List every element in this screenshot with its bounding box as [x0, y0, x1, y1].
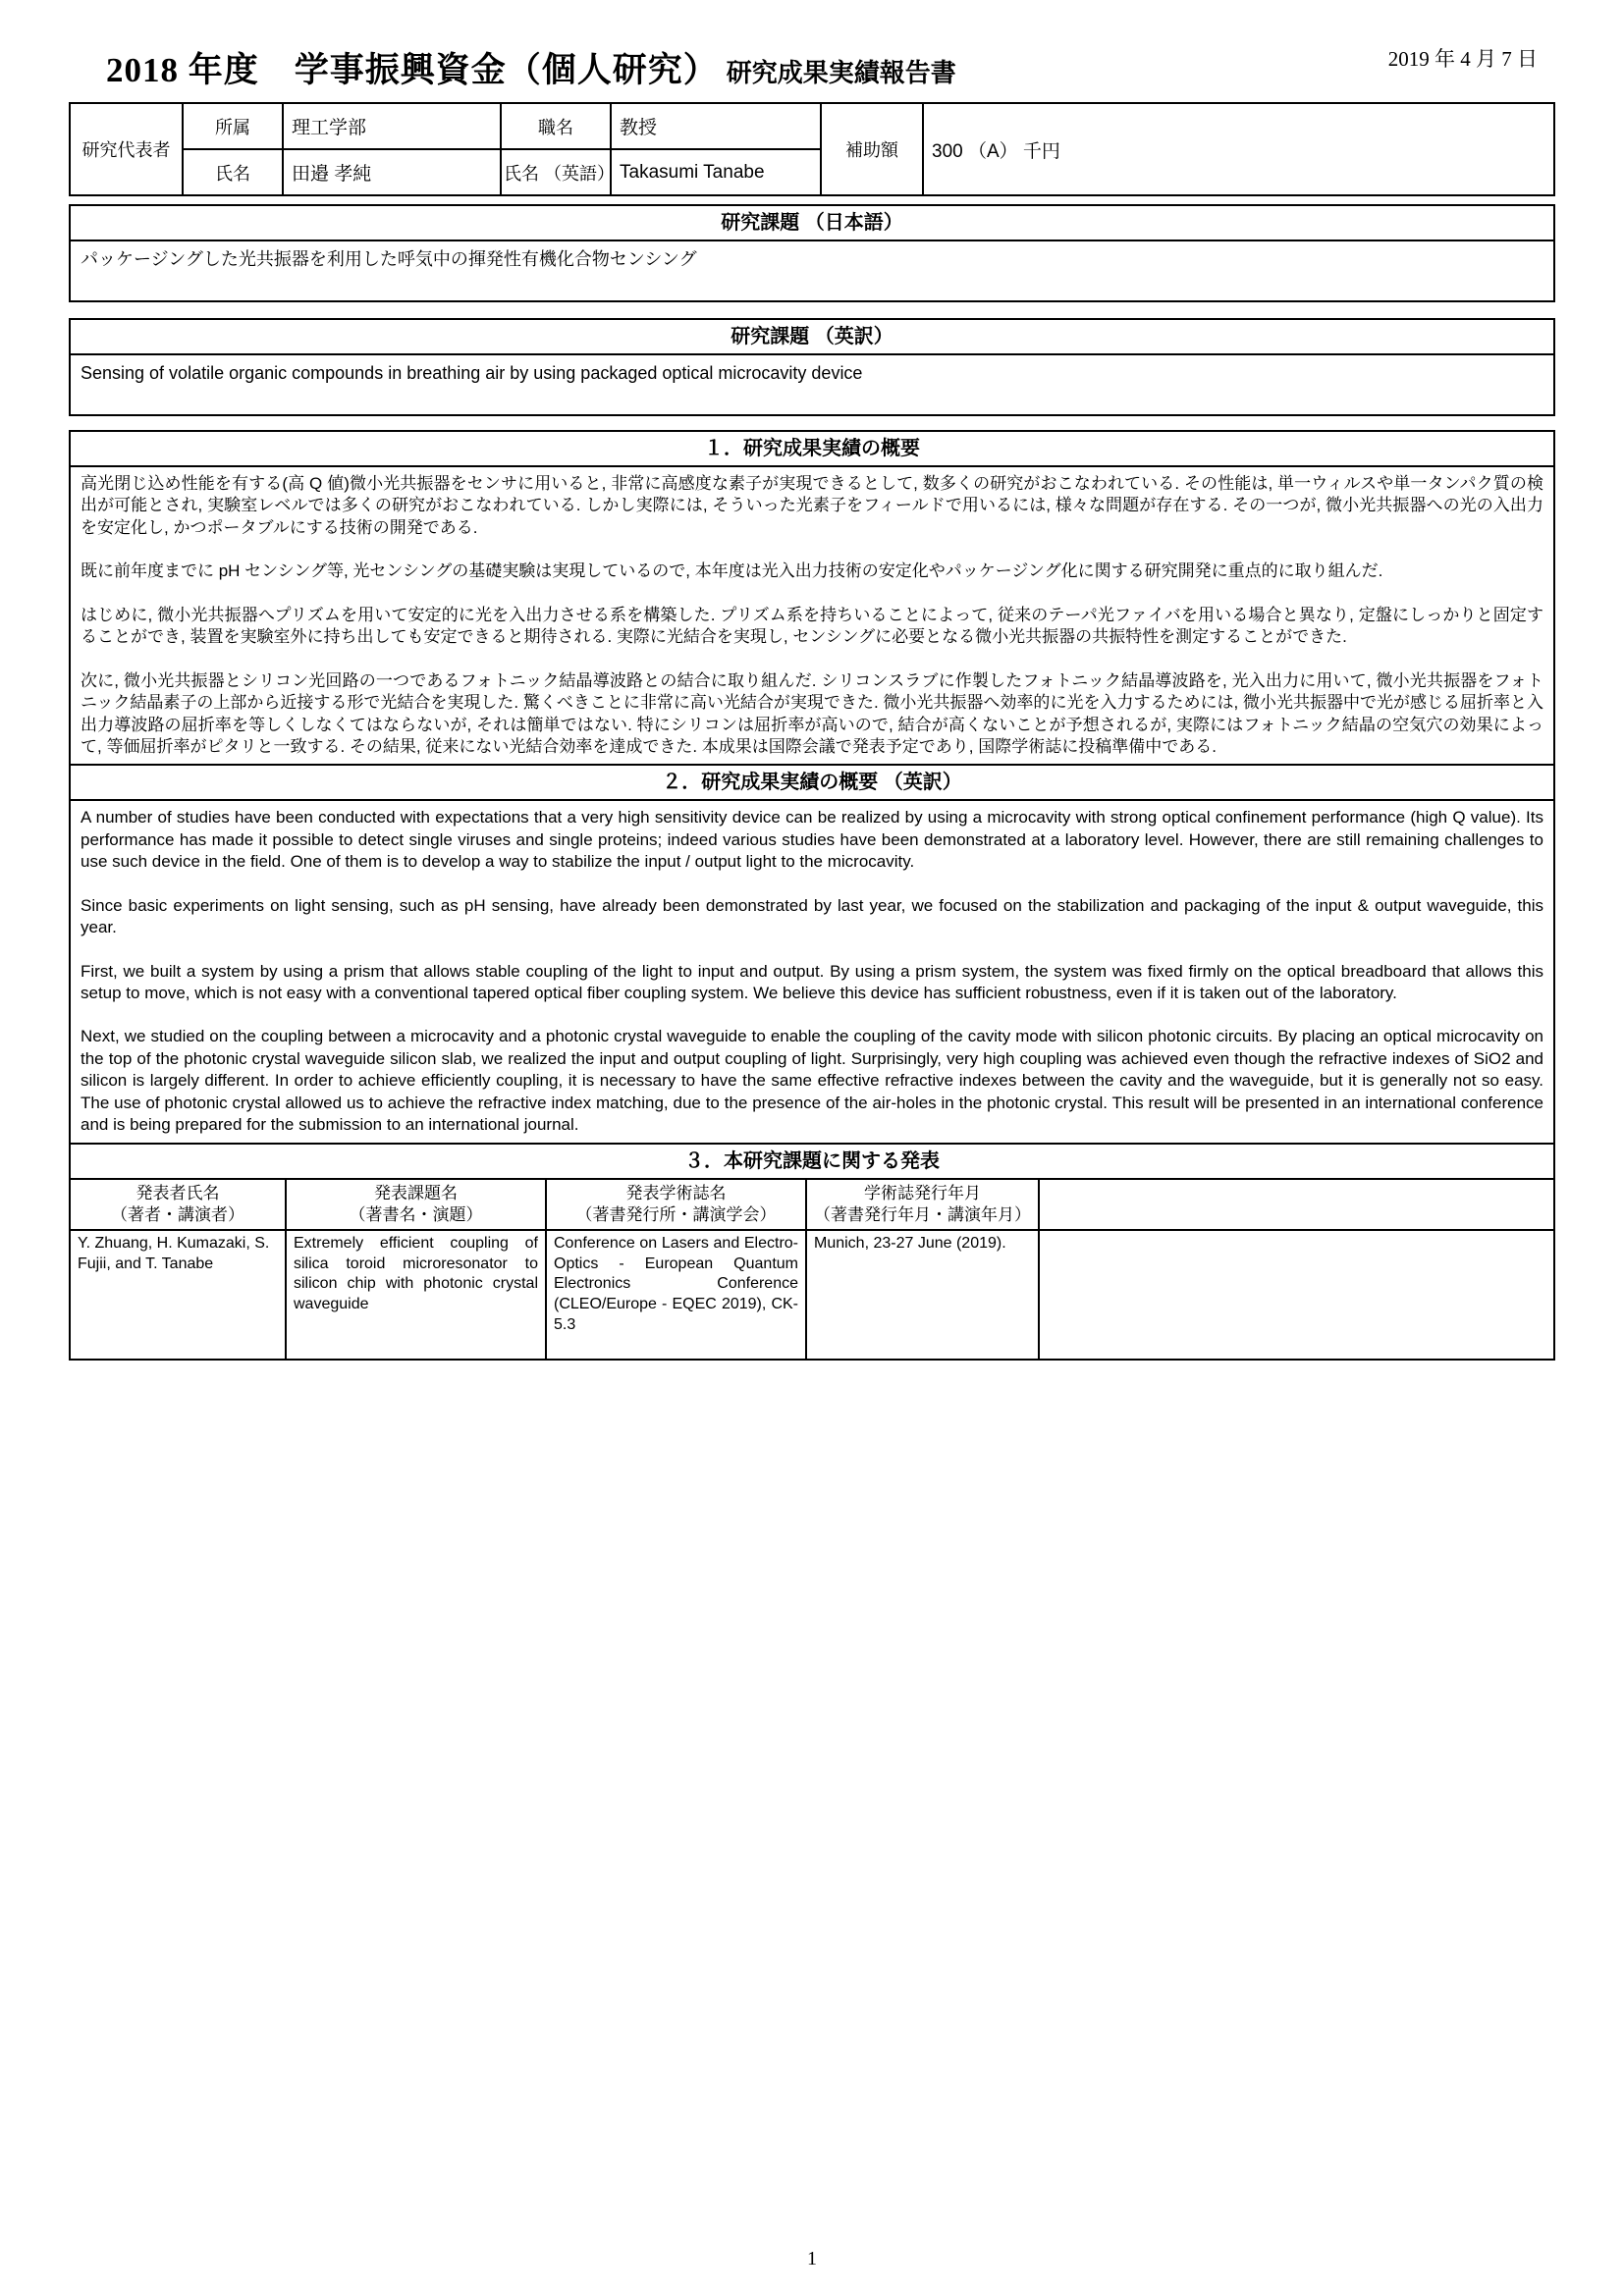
summary-ja-heading: １．研究成果実績の概要: [69, 430, 1555, 467]
researcher-info-table: [69, 102, 1555, 196]
name-en-value: Takasumi Tanabe: [611, 149, 821, 195]
page-number: 1: [807, 2248, 817, 2269]
pub-col-header-venue: [546, 1179, 806, 1230]
pub-col-header-date: [806, 1179, 1039, 1230]
position-value: 教授: [611, 103, 821, 149]
publications-header-row: [70, 1179, 1554, 1230]
report-content: [69, 0, 1555, 1361]
pub-col-header-date-line2: （著書発行年月・講演年月）: [814, 1204, 1031, 1224]
document-date: 2019 年 4 月 7 日: [1387, 47, 1538, 71]
pub-col-header-authors-line1: 発表者氏名: [135, 1183, 220, 1202]
pub-col-header-authors-line2: （著者・講演者）: [111, 1204, 244, 1224]
research-title-en-text: Sensing of volatile organic compounds in breathing air by using packaged optical microcavity device: [69, 355, 1555, 416]
publication-blank-cell: [1039, 1230, 1554, 1360]
summary-en-paragraph: Since basic experiments on light sensing, such as pH sensing, have already been demonstrated by last year, we focused on the stabilization and packaging of the input & output waveguide, this year.: [81, 895, 1543, 937]
publication-venue: Conference on Lasers and Electro-Optics - European Quantum Electronics Conference (CLEO/Europe - EQEC 2019), CK-5.3: [546, 1230, 806, 1360]
document-header: [69, 0, 1555, 92]
info-row-1: [70, 103, 1554, 149]
research-title-ja-heading: 研究課題 （日本語）: [69, 204, 1555, 241]
pub-col-header-blank: [1039, 1179, 1554, 1230]
summary-ja-body: [69, 467, 1555, 766]
pub-col-header-authors: [70, 1179, 286, 1230]
pub-col-header-title-line2: （著書名・演題）: [349, 1204, 483, 1224]
summary-en-paragraph: Next, we studied on the coupling between a microcavity and a photonic crystal waveguide to enable the coupling of the cavity mode with silicon photonic circuits. By placing an optical microcavity on the top of the photonic crystal waveguide silicon slab, we realized the input and output coupling of light. Surprisingly, very high coupling was achieved even though the refractive indexes of SiO2 and silicon is largely different. In order to achieve efficiently coupling, it is necessary to have the same effective refractive indexes between the cavity and the waveguide, but it is generally not so easy. The use of photonic crystal allowed us to achieve the refractive index matching, due to the presence of the air-holes in the photonic crystal. This result will be presented in an international conference and is being prepared for the submission to an international journal.: [81, 1027, 1543, 1135]
position-label: 職名: [501, 103, 611, 149]
subsidy-label: 補助額: [821, 103, 923, 195]
pub-col-header-date-line1: 学術誌発行年月: [864, 1183, 981, 1202]
summary-ja-paragraph: 高光閉じ込め性能を有する(高 Q 値)微小光共振器をセンサに用いると, 非常に高感度な素子が実現できるとして, 数多くの研究がおこなわれている. その性能は, 単一ウィルスや単一タンパク質の検出が可能とされ, 実験室レベルでは多くの研究がおこなわれている. しかし実際には, そういった光素子をフィールドで用いるには, 様々な問題が存在する. その一つが, 微小光共振器への光の入出力を安定化し, かつポータブルにする技術の開発である.: [81, 474, 1543, 537]
document-title-sub: 研究成果実績報告書: [726, 59, 956, 87]
document-title: [69, 43, 1555, 92]
summary-ja-paragraph: はじめに, 微小光共振器へプリズムを用いて安定的に光を入出力させる系を構築した. プリズム系を持ちいることによって, 従来のテーパ光ファイバを用いる場合と異なり, 定盤にしっかりと固定することができ, 装置を実験室外に持ち出しても安定できると期待される. 実際に光結合を実現し, センシングに必要となる微小光共振器の共振特性を測定することができた.: [81, 605, 1543, 647]
summary-en-paragraph: First, we built a system by using a prism that allows stable coupling of the light to input and output. By using a prism system, the system was fixed firmly on the optical breadboard that allows this setup to move, which is not easy with a conventional tapered optical fiber coupling system. We believe this device has sufficient robustness, even if it is taken out of the laboratory.: [81, 961, 1543, 1002]
summary-ja-paragraph: 次に, 微小光共振器とシリコン光回路の一つであるフォトニック結晶導波路との結合に取り組んだ. シリコンスラブに作製したフォトニック結晶導波路を, 光入出力に用いて, 微小光共振器をフォトニック結晶素子の上部から近接する形で光結合を実現した. 驚くべきことに非常に高い光結合が実現できた. 微小光共振器へ効率的に光を入力するためには, 微小光共振器中で光が感じる屈折率と入出力導波路の屈折率を等しくしなくてはならないが, それは簡単ではない. 特にシリコンは屈折率が高いので, 結合が高くないことが予想されるが, 実際にはフォトニック結晶の空気穴の効果によって, 等価屈折率がピタリと一致する. その結果, 従来にない光結合効率を達成できた. 本成果は国際会議で発表予定であり, 国際学術誌に投稿準備中である.: [81, 670, 1543, 756]
name-label: 氏名: [183, 149, 283, 195]
publications-table: [69, 1178, 1555, 1361]
research-title-en-heading: 研究課題 （英訳）: [69, 318, 1555, 355]
representative-label: 研究代表者: [70, 103, 183, 195]
summary-en-heading: ２．研究成果実績の概要 （英訳）: [69, 764, 1555, 801]
pub-col-header-venue-line2: （著書発行所・講演学会）: [575, 1204, 777, 1224]
name-value: 田邉 孝純: [283, 149, 501, 195]
affiliation-label: 所属: [183, 103, 283, 149]
pub-col-header-venue-line1: 発表学術誌名: [625, 1183, 727, 1202]
summary-en-body: [69, 801, 1555, 1144]
pub-col-header-title-line1: 発表課題名: [374, 1183, 458, 1202]
pub-col-header-title: [286, 1179, 546, 1230]
name-en-label: 氏名 （英語）: [501, 149, 611, 195]
publication-title: Extremely efficient coupling of silica toroid microresonator to silicon chip with photonic crystal waveguide: [286, 1230, 546, 1360]
publication-where-when: Munich, 23-27 June (2019).: [806, 1230, 1039, 1360]
summary-en-paragraph: A number of studies have been conducted with expectations that a very high sensitivity device can be realized by using a microcavity with strong optical confinement performance (high Q value). Its performance has made it possible to detect single viruses and single proteins; indeed various studies have been demonstrated at a laboratory level. However, there are still remaining challenges to use such device in the field. One of them is to develop a way to stabilize the input / output light to the microcavity.: [81, 808, 1543, 872]
subsidy-value: 300 （A） 千円: [923, 103, 1554, 195]
publications-heading: ３．本研究課題に関する発表: [69, 1143, 1555, 1180]
publication-row: [70, 1230, 1554, 1360]
summary-ja-paragraph: 既に前年度までに pH センシング等, 光センシングの基礎実験は実現しているので, 本年度は光入出力技術の安定化やパッケージング化に関する研究開発に重点的に取り組んだ.: [81, 561, 1383, 581]
research-title-ja-text: パッケージングした光共振器を利用した呼気中の揮発性有機化合物センシング: [69, 241, 1555, 302]
publication-authors: Y. Zhuang, H. Kumazaki, S. Fujii, and T. Tanabe: [70, 1230, 286, 1360]
document-title-main: 2018 年度 学事振興資金（個人研究）: [106, 51, 719, 89]
affiliation-value: 理工学部: [283, 103, 501, 149]
